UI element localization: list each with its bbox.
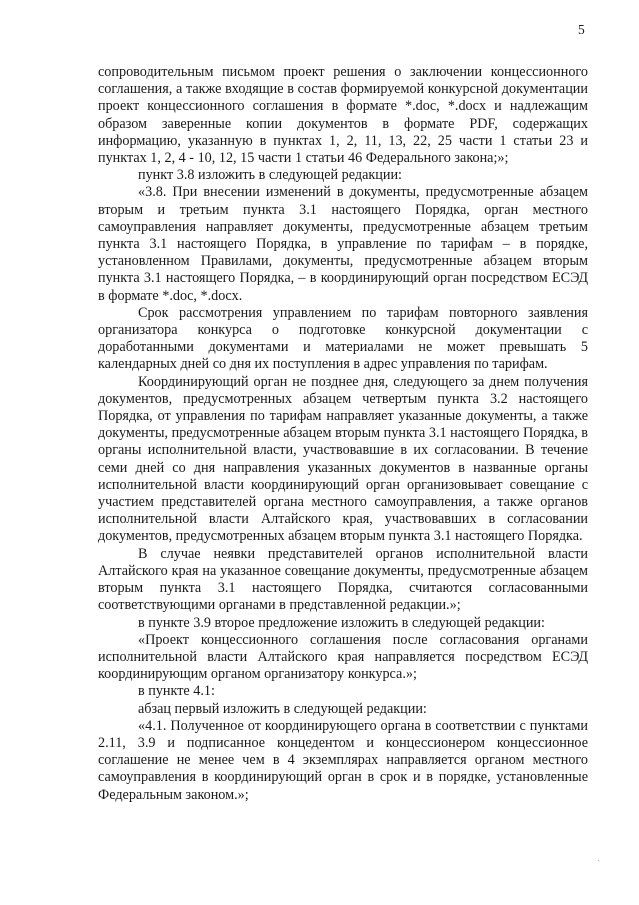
paragraph-non-attendance: В случае неявки представителей органов исполнительной власти Алтайского края на указанное совещание документы, предусмотренные абзацем вторым пункта 3.1 настоящего Порядка, считаются согласованными соответствующими органами в представленной редакции.»; [98, 545, 588, 614]
paragraph-item-4-1-subintro: абзац первый изложить в следующей редакции: [138, 700, 427, 717]
paragraph-item-3-9: «Проект концессионного соглашения после согласования органами исполнительной власти Алтайского края направляется посредством ЕСЭД координирующим органом организатору конкурса.»; [98, 631, 588, 683]
paragraph-continuation: сопроводительным письмом проект решения о заключении концессионного соглашения, а также входящие в состав формируемой конкурсной документации проект концессионного соглашения в формате *.doc, *.docx и надлежащим образом заверенные копии документов в формате PDF, содержащих информацию, указанную в пунктах 1, 2, 11, 13, 22, 25 части 1 статьи 23 и пунктах 1, 2, 4 - 10, 12, 15 части 1 статьи 46 Федерального закона;»; [98, 64, 588, 167]
paragraph-item-3-8-intro: пункт 3.8 изложить в следующей редакции: [138, 167, 402, 184]
document-body [98, 64, 588, 804]
paragraph-item-3-8: «3.8. При внесении изменений в документы, предусмотренные абзацем вторым и третьим пункта 3.1 настоящего Порядка, орган местного самоуправления направляет документы, предусмотренные абзацем третьим пункта 3.1 настоящего Порядка, в управление по тарифам – в порядке, установленном Правилами, документы, предусмотренные абзацем вторым пункта 3.1 настоящего Порядка, – в координирующий орган посредством ЕСЭД в формате *.doc, *.docx. [98, 184, 588, 304]
paragraph-item-4-1: «4.1. Полученное от координирующего органа в соответствии с пунктами 2.11, 3.9 и подписанное концедентом и концессионером концессионное соглашение не менее чем в 4 экземплярах направляется органом местного самоуправления в координирующий орган в срок и в порядке, установленные Федеральным законом.»; [98, 717, 588, 803]
paragraph-item-4-1-intro: в пункте 4.1: [138, 683, 215, 700]
scan-mark: ˏ [597, 851, 601, 862]
page-number: 5 [578, 22, 585, 37]
paragraph-item-3-9-intro: в пункте 3.9 второе предложение изложить в следующей редакции: [138, 614, 545, 631]
paragraph-review-period: Срок рассмотрения управлением по тарифам повторного заявления организатора конкурса о подготовке конкурсной документации с доработанными документами и материалами не может превышать 5 календарных дней со дня их поступления в адрес управления по тарифам. [98, 304, 588, 373]
paragraph-coordinating-body: Координирующий орган не позднее дня, следующего за днем получения документов, предусмотренных абзацем четвертым пункта 3.2 настоящего Порядка, от управления по тарифам направляет указанные документы, а также документы, предусмотренные абзацем вторым пункта 3.1 настоящего Порядка, в органы исполнительной власти, участвовавшие в их согласовании. В течение семи дней со дня направления указанных документов в названные органы исполнительной власти координирующий орган организовывает совещание с участием представителей органа местного самоуправления, а также органов исполнительной власти Алтайского края, участвовавших в согласовании документов, предусмотренных абзацем вторым пункта 3.1 настоящего Порядка. [98, 373, 588, 545]
